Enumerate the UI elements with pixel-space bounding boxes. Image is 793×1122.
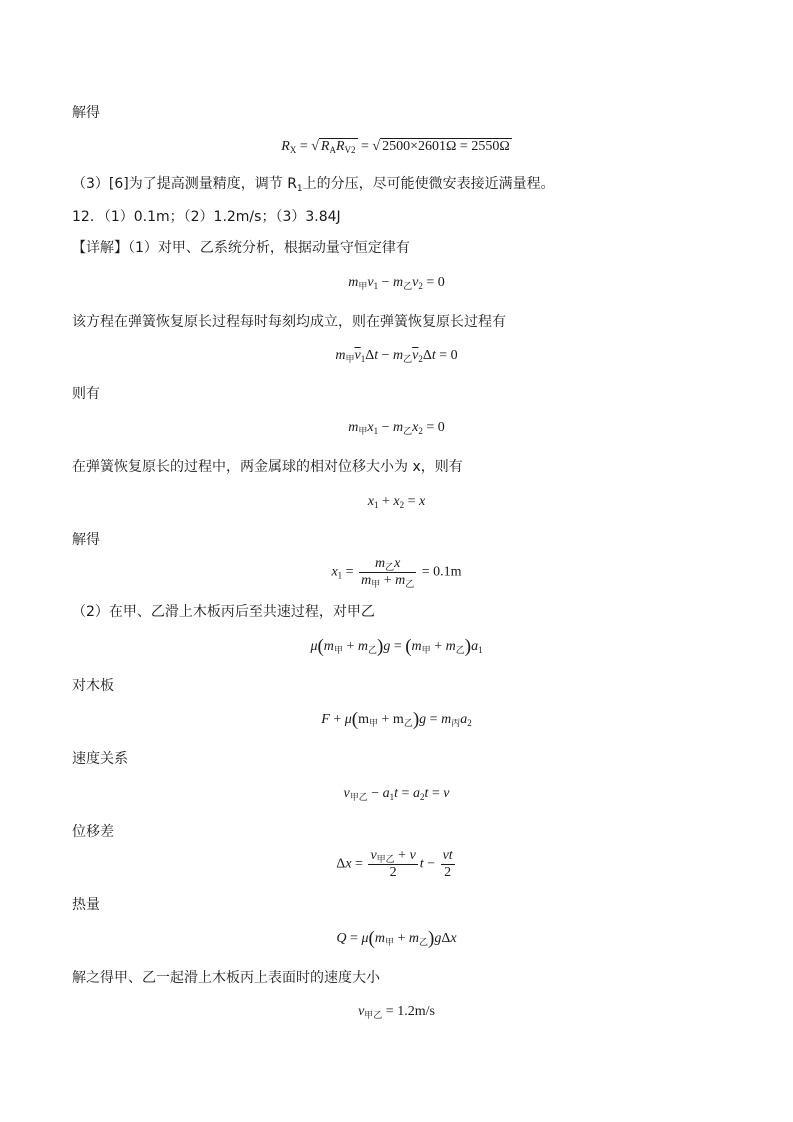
paragraph-step3: [72, 174, 555, 194]
paragraph-solve: 解之得甲、乙一起滑上木板丙上表面时的速度大小: [72, 970, 380, 986]
paragraph-disp-diff: 位移差: [72, 824, 114, 840]
paragraph-zeyou: 则有: [72, 386, 100, 402]
paragraph-step3-text: （3）[6]为了提高测量精度，调节 R: [72, 176, 297, 192]
equation-v-result-value: = 1.2m/s: [385, 1004, 435, 1019]
equation-delta-x: Δx = $\frac{v_{甲乙} + v}{2}$ t − $\frac{vt}{2}$: [336, 848, 453, 880]
equation-rx: $R_X$ = √ $R_AR_{V2}$ = √ 2500×2601Ω = 2550Ω: [281, 139, 510, 155]
paragraph-velocity: 速度关系: [72, 751, 128, 767]
paragraph-heat: 热量: [72, 897, 100, 913]
paragraph-jiede-2: 解得: [72, 532, 100, 548]
paragraph-step2: （2）在甲、乙滑上木板丙后至共速过程，对甲乙: [72, 604, 375, 620]
equation-rx-values: 2500×2601Ω = 2550Ω: [382, 139, 510, 154]
paragraph-continuous: 该方程在弹簧恢复原长过程每时每刻均成立，则在弹簧恢复原长过程有: [72, 314, 506, 330]
equation-heat: $Q = \mu(m_甲 + m_乙)g\Delta x$: [336, 928, 457, 949]
equation-v-result: $v_{甲乙} = 1.2m/s$: [358, 1004, 435, 1020]
equation-velocity: $v_{甲乙} - a_1t = a_2t = v$: [343, 786, 450, 802]
equation-momentum: $m_甲v_1 - m_乙v_2 = 0$: [348, 275, 445, 291]
equation-friction-ab: $\mu(m_甲 + m_乙)g = (m_甲 + m_乙)a_1$: [310, 636, 483, 657]
paragraph-jiede-1: 解得: [72, 105, 100, 121]
equation-average: $m_甲\overline{v}_1\Delta t - m_乙\overline{v}_2\Delta t = 0$: [335, 348, 458, 364]
equation-x1-result: = 0.1m: [421, 564, 462, 580]
paragraph-board: 对木板: [72, 678, 114, 694]
equation-sum: $x_1 + x_2 = x$: [367, 494, 426, 510]
equation-board: $F + \mu(m_甲 + m_乙)g = m_丙a_2$: [321, 709, 472, 730]
paragraph-answer-12: 12．（1）0.1m；（2）1.2m/s；（3）3.84J: [72, 209, 341, 225]
equation-displacement: $m_甲x_1 - m_乙x_2 = 0$: [348, 420, 445, 436]
equation-x1: $x_1$ = $\frac{m_乙x}{m_甲 + m_乙}$ = 0.1m: [331, 556, 462, 589]
paragraph-step3-sub: 1: [296, 184, 303, 194]
paragraph-relative: 在弹簧恢复原长的过程中，两金属球的相对位移大小为 x，则有: [72, 459, 463, 475]
paragraph-step3-tail: 上的分压，尽可能使微安表接近满量程。: [302, 176, 555, 192]
paragraph-detail: 【详解】（1）对甲、乙系统分析，根据动量守恒定律有: [72, 240, 410, 256]
